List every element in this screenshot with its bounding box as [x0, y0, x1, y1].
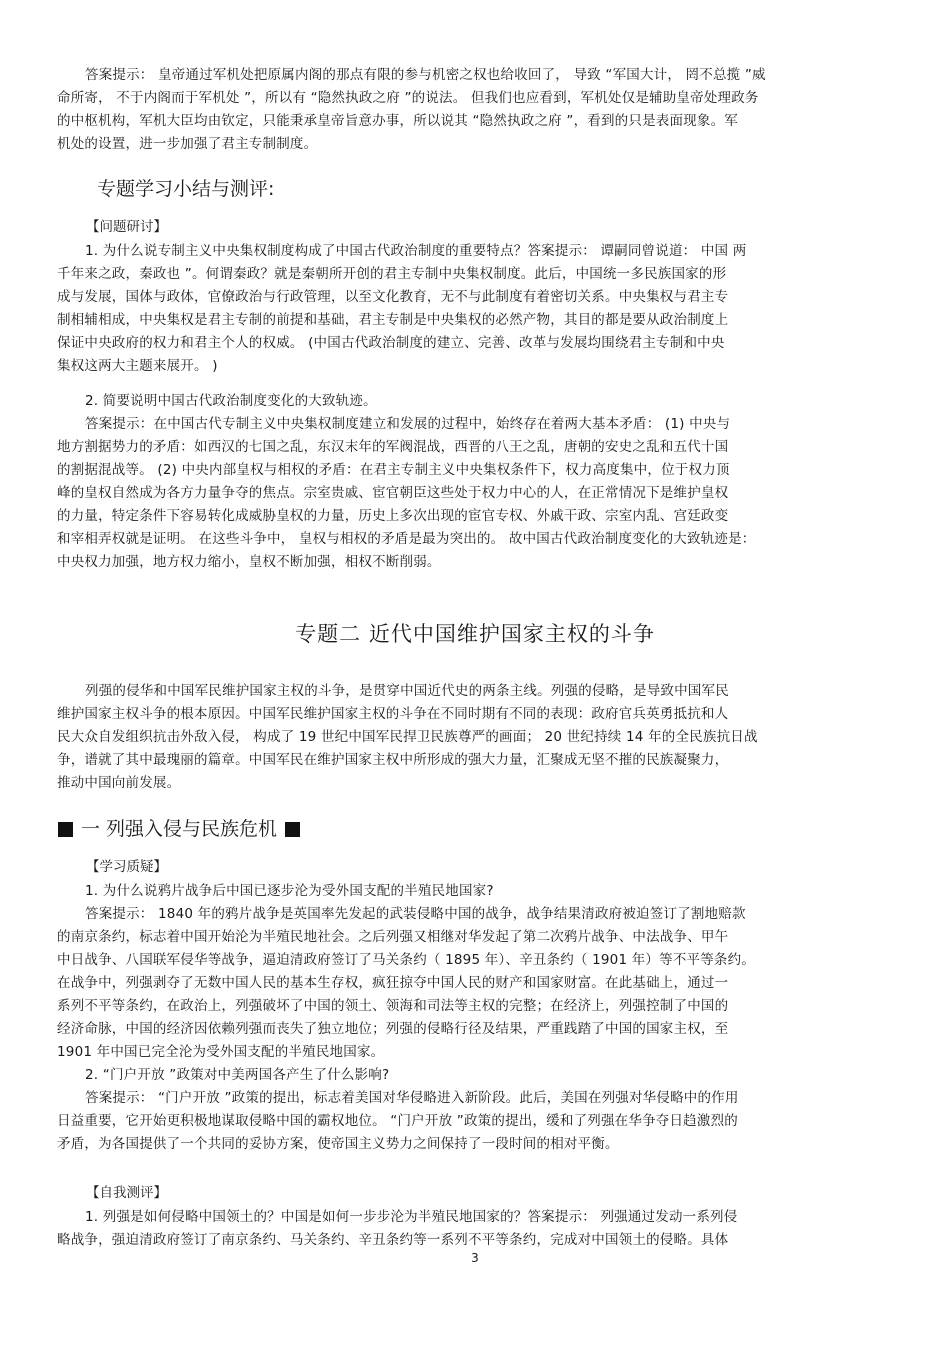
paragraph-study-question-2: 2. “门户开放 ”政策对中美两国各产生了什么影响? — [85, 1067, 390, 1083]
sub-header-text: 一 列强入侵与民族危机 — [81, 818, 278, 840]
paragraph-study-question-2-answer: 答案提示： “门户开放 ”政策的提出，标志着美国对华侵略进入新阶段。此后，美国在列强对华侵略中的作用 日益重要，它开始更积极地谋取侵略中国的霸权地位。 “门户开放 ”政策的提出，缓和了列强在华争夺日趋激烈的 矛盾，为各国提供了一个共同的妥协方案，使帝国主义势力之间保持了一段时间的相对平衡。 — [57, 1090, 739, 1152]
paragraph-question-2: 2. 简要说明中国古代政治制度变化的大致轨迹。 — [85, 393, 377, 409]
black-square-icon — [285, 822, 300, 837]
label-problem-research: 【问题研讨】 — [86, 219, 167, 235]
sub-header — [58, 815, 300, 843]
paragraph-question-1-answer: 1. 为什么说专制主义中央集权制度构成了中国古代政治制度的重要特点？答案提示： 谭嗣同曾说道： 中国 两 千年来之政，秦政也 ”。何谓秦政？就是秦朝所开创的君主专制中央集权制度。此后，中国统一多民族国家的形 成与发展，国体与政体，官僚政治与行政管理，以至文化教育，无不与此制度有着密切关系。中央集权与君主专 制相辅相成，中央集权是君主专制的前提和基础，君主专制是中央集权的必然产物，其目的都是要从政治制度上 保证中央政府的权力和君主个人的权威。 (中国古代政治制度的建立、完善、改革与发展均围绕君主专制和中央 集权这两大主题来展开。 ) — [57, 243, 747, 374]
paragraph-self-question-1: 1. 列强是如何侵略中国领土的？中国是如何一步步沦为半殖民地国家的？答案提示： 列强通过发动一系列侵 略战争，强迫清政府签订了南京条约、马关条约、辛丑条约等一系列不平等条约，完成对中国领土的侵略。具体 — [57, 1209, 738, 1248]
chapter-title: 专题二 近代中国维护国家主权的斗争 — [295, 622, 655, 646]
paragraph-junjichu-answer: 答案提示： 皇帝通过军机处把原属内阁的那点有限的参与机密之权也给收回了， 导致 “军国大计， 罔不总揽 ”威 命所寄， 不于内阁而于军机处 ”，所以有 “隐然执政之府 ”的说法。 但我们也应看到，军机处仅是辅助皇帝处理政务 的中枢机构，军机大臣均由钦定，只能秉承皇帝旨意办事，所以说其 “隐然执政之府 ”，看到的只是表面现象。军 机处的设置，进一步加强了君主专制制度。 — [57, 67, 766, 152]
paragraph-question-2-answer: 答案提示：在中国古代专制主义中央集权制度建立和发展的过程中，始终存在着两大基本矛盾： (1) 中央与 地方割据势力的矛盾：如西汉的七国之乱，东汉末年的军阀混战，西晋的八王之乱，唐朝的安史之乱和五代十国 的割据混战等。 (2) 中央内部皇权与相权的矛盾：在君主专制主义中央集权条件下，权力高度集中，位于权力顶 峰的皇权自然成为各方力量争夺的焦点。宗室贵戚、宦官朝臣这些处于权力中心的人，在正常情况下是维护皇权 的力量，特定条件下容易转化成威胁皇权的力量，历史上多次出现的宦官专权、外戚干政、宗室内乱、宫廷政变 和宰相弄权就是证明。 在这些斗争中， 皇权与相权的矛盾是最为突出的。 故中国古代政治制度变化的大致轨迹是： 中央权力加强，地方权力缩小，皇权不断加强，相权不断削弱。 — [57, 416, 756, 570]
label-study-questions: 【学习质疑】 — [86, 859, 167, 875]
paragraph-chapter-intro: 列强的侵华和中国军民维护国家主权的斗争，是贯穿中国近代史的两条主线。列强的侵略，是导致中国军民 维护国家主权斗争的根本原因。中国军民维护国家主权的斗争在不同时期有不同的表现：政府官兵英勇抵抗和人 民大众自发组织抗击外敌入侵， 构成了 19 世纪中国军民捍卫民族尊严的画面； 20 世纪持续 14 年的全民族抗日战 争，谱就了其中最瑰丽的篇章。中国军民在维护国家主权中所形成的强大力量，汇聚成无坚不摧的民族凝聚力， 推动中国向前发展。 — [57, 683, 758, 791]
paragraph-study-question-1: 1. 为什么说鸦片战争后中国已逐步沦为受外国支配的半殖民地国家? — [85, 883, 494, 899]
section-title-summary: 专题学习小结与测评: — [97, 178, 275, 200]
paragraph-study-question-1-answer: 答案提示： 1840 年的鸦片战争是英国率先发起的武装侵略中国的战争，战争结果清政府被迫签订了割地赔款 的南京条约，标志着中国开始沦为半殖民地社会。之后列强又相继对华发起了第二次鸦片战争、中法战争、甲午 中日战争、八国联军侵华等战争，逼迫清政府签订了马关条约（ 1895 年）、辛丑条约（ 1901 年）等不平等条约。 在战争中，列强剥夺了无数中国人民的基本生存权，疯狂掠夺中国人民的财产和国家财富。在此基础上，通过一 系列不平等条约，在政治上，列强破坏了中国的领土、领海和司法等主权的完整；在经济上，列强控制了中国的 经济命脉，中国的经济因依赖列强而丧失了独立地位；列强的侵略行径及结果，严重践踏了中国的国家主权，至 1901 年中国已完全沦为受外国支配的半殖民地国家。 — [57, 906, 756, 1060]
label-self-evaluation: 【自我测评】 — [86, 1185, 167, 1201]
page-number: 3 — [471, 1251, 479, 1265]
black-square-icon — [58, 822, 73, 837]
